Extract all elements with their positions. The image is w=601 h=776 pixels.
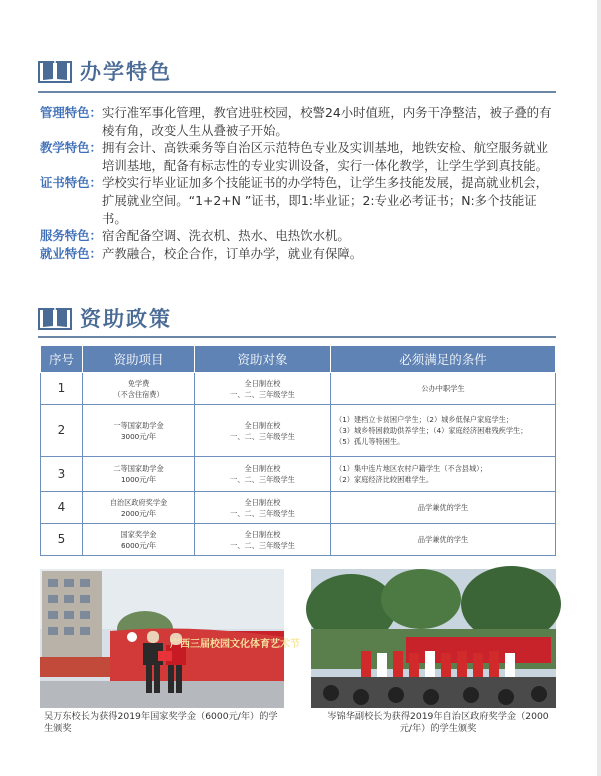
section-title: 办学特色: [80, 60, 172, 84]
feature-text: 学校实行毕业证加多个技能证书的办学特色，让学生多技能发展，提高就业机会，扩展就业空间。“1+2+N ”证书，即1:毕业证；2:专业必考证书；N:多个技能证书。: [101, 175, 549, 226]
aid-target-cell: [195, 405, 331, 457]
aid-item-cell-line: 国家奖学金: [120, 529, 157, 539]
aid-condition-cell-line: （1）建档立卡贫困户学生；（2）城乡低保户家庭学生；: [335, 415, 514, 424]
feature-label: 教学特色：: [40, 140, 102, 156]
award-photo-2: [311, 569, 556, 708]
award-ceremony-image: [40, 569, 300, 708]
feature-text: 宿舍配备空调、洗衣机、热水、电热饮水机。: [101, 228, 350, 244]
row-number-cell: [41, 405, 83, 457]
aid-item-cell-line: 免学费: [127, 378, 150, 388]
photo-caption: 吴万东校长为获得2019年国家奖学金（6000元/年）的学生颁奖: [44, 711, 278, 734]
feature-item: [40, 139, 560, 174]
aid-target-cell-line: 全日制在校: [244, 497, 281, 507]
feature-text: 产教融合，校企合作，订单办学，就业有保障。: [101, 245, 363, 261]
row-number-cell-line: 5: [57, 532, 66, 546]
aid-condition-cell: [331, 373, 556, 405]
section-title: 资助政策: [80, 307, 172, 331]
award-ceremony-image: [311, 569, 556, 708]
aid-item-cell: [83, 492, 195, 524]
aid-target-cell-line: 全日制在校: [244, 464, 281, 473]
feature-label: 服务特色：: [40, 228, 102, 244]
aid-item-cell-line: 2000元/年: [120, 508, 157, 518]
aid-condition-cell-line: （5）孤儿等特困生。: [335, 437, 405, 446]
aid-target-cell: [195, 373, 331, 405]
aid-target-cell: [195, 492, 331, 524]
aid-target-cell-line: 全日制在校: [244, 420, 281, 430]
feature-item: [40, 174, 560, 227]
feature-text: 拥有会计、高铁乘务等自治区示范特色专业及实训基地，地铁安检、航空服务就业培训基地，配备有标志性的专业实训设备，实行一体化教学，让学生学到真技能。: [101, 140, 549, 173]
feature-label: 管理特色：: [40, 105, 102, 120]
aid-condition-cell: [331, 457, 556, 492]
row-number-cell-line: 1: [57, 381, 66, 395]
column-header: 资助对象: [195, 346, 331, 373]
aid-item-cell-line: 1000元/年: [120, 475, 157, 484]
aid-item-cell-line: 6000元/年: [120, 540, 157, 550]
award-photo-1: [40, 569, 300, 708]
aid-item-cell-line: 3000元/年: [120, 431, 157, 441]
aid-target-cell-line: 全日制在校: [244, 378, 281, 388]
aid-condition-cell-line: 品学兼优的学生: [417, 535, 469, 544]
row-number-cell-line: 4: [57, 500, 66, 514]
aid-item-cell-line: 自治区政府奖学金: [109, 497, 168, 507]
aid-item-cell: [83, 405, 195, 457]
section-header-features: [38, 56, 172, 86]
aid-target-cell-line: 一、二、三年级学生: [230, 389, 295, 399]
table-row: [41, 373, 556, 405]
aid-condition-cell-line: （2）家庭经济比较困难学生。: [335, 475, 434, 484]
row-number-cell-line: 3: [57, 466, 66, 481]
aid-item-cell-line: 一等国家助学金: [113, 420, 164, 430]
section-divider: [38, 91, 556, 93]
aid-condition-cell: [331, 492, 556, 524]
aid-target-cell-line: 一、二、三年级学生: [230, 540, 295, 550]
feature-label: 证书特色：: [40, 175, 102, 191]
column-header: 资助项目: [83, 346, 195, 373]
row-number-cell-line: 2: [57, 423, 66, 437]
aid-condition-cell-line: 品学兼优的学生: [417, 503, 469, 512]
aid-target-cell-line: 一、二、三年级学生: [230, 431, 295, 441]
column-header: 必须满足的条件: [331, 346, 556, 373]
aid-condition-cell: [331, 524, 556, 556]
aid-condition-cell-line: 公办中职学生: [421, 384, 465, 393]
table-row: [41, 405, 556, 457]
table-header-row: [41, 346, 556, 373]
aid-condition-cell: [331, 405, 556, 457]
aid-item-cell-line: 二等国家助学金: [113, 464, 164, 473]
banner-text: 广西三届校园文化体育艺术节: [170, 639, 300, 650]
aid-condition-cell-line: （3）城乡特困救助供养学生；（4）家庭经济困难残疾学生；: [335, 426, 528, 435]
aid-item-cell: [83, 457, 195, 492]
table-row: [41, 492, 556, 524]
feature-label: 就业特色：: [40, 245, 102, 261]
section-divider: [38, 336, 556, 338]
feature-item: [40, 227, 560, 245]
feature-item: [40, 245, 560, 263]
aid-target-cell-line: 全日制在校: [244, 529, 281, 539]
photo-caption: 岑锦华副校长为获得2019年自治区政府奖学金（2000元/年）的学生颁奖: [327, 711, 549, 734]
aid-target-cell: [195, 457, 331, 492]
table-row: [41, 457, 556, 492]
aid-item-cell: [83, 373, 195, 405]
aid-target-cell: [195, 524, 331, 556]
feature-item: [40, 104, 560, 139]
aid-item-cell-line: （不含住宿费）: [113, 389, 164, 399]
aid-policy-table: [40, 345, 556, 556]
aid-condition-cell-line: （1）集中连片地区农村户籍学生（不含县城）；: [335, 464, 487, 473]
column-header: 序号: [41, 346, 83, 373]
row-number-cell: [41, 524, 83, 556]
aid-item-cell: [83, 524, 195, 556]
page-edge: [597, 0, 601, 776]
aid-target-cell-line: 一、二、三年级学生: [230, 508, 295, 518]
row-number-cell: [41, 373, 83, 405]
aid-target-cell-line: 一、二、三年级学生: [230, 475, 295, 484]
row-number-cell: [41, 457, 83, 492]
row-number-cell: [41, 492, 83, 524]
features-list: [40, 104, 560, 262]
table-row: [41, 524, 556, 556]
section-header-aid: [38, 303, 172, 333]
open-book-icon: [38, 306, 72, 330]
open-book-icon: [38, 59, 72, 83]
feature-text: 实行准军事化管理，教官进驻校园，校警24小时值班，内务干净整洁，被子叠的有棱有角，改变人生从叠被子开始。: [101, 105, 552, 138]
